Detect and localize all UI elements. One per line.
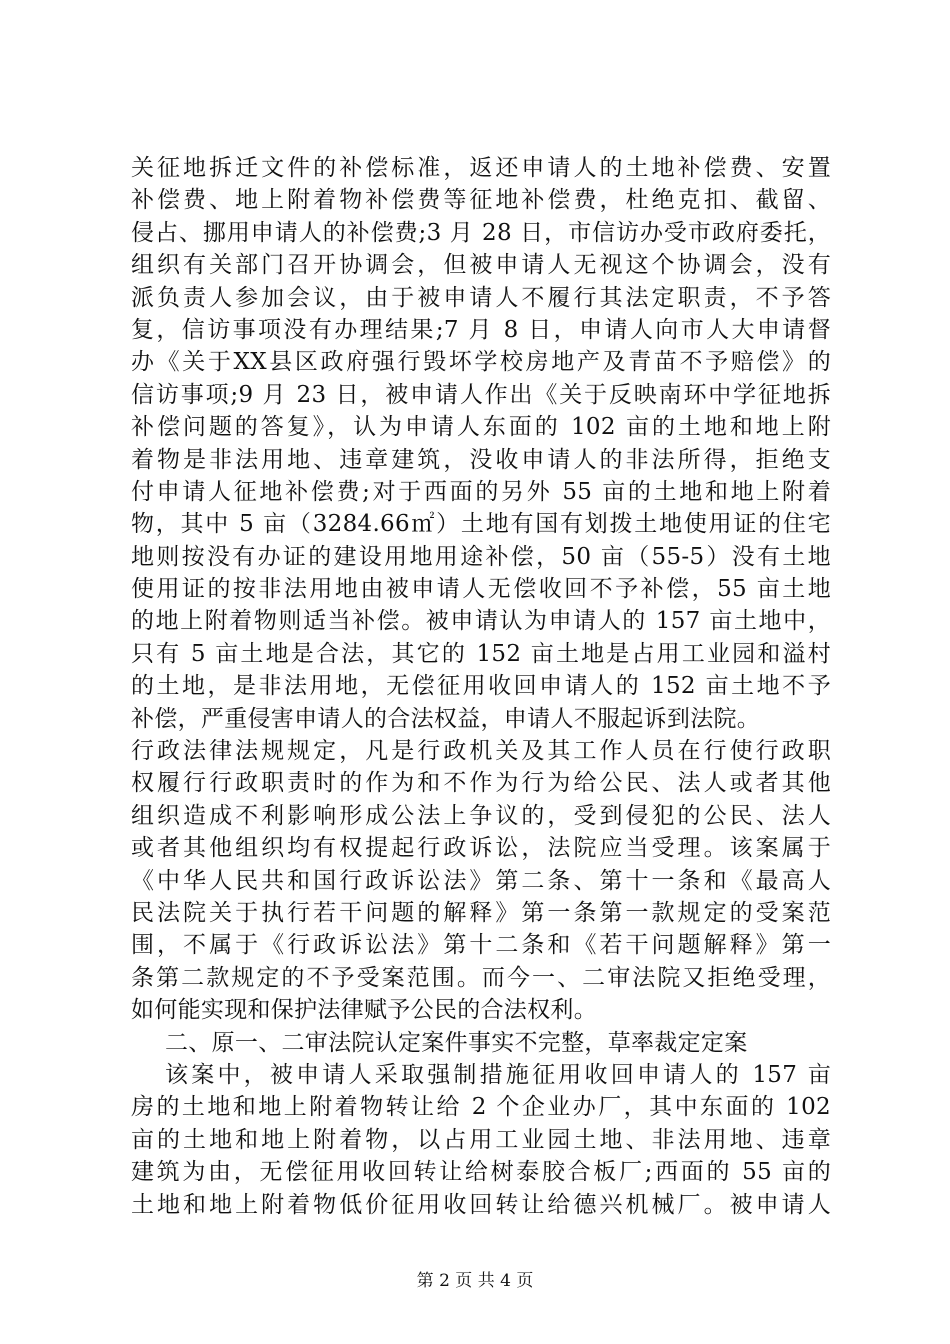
text-line: 条第二款规定的不予受案范围。而今一、二审法院又拒绝受理， [131,964,831,991]
page-number-footer: 第 2 页 共 4 页 [416,1271,534,1291]
text-line: 的土地，是非法用地，无偿征用收回申请人的 152 亩土地不予 [131,673,831,700]
text-line: 补偿费、地上附着物补偿费等征地补偿费，杜绝克扣、截留、 [131,187,831,214]
text-line: 土地和地上附着物低价征用收回转让给德兴机械厂。被申请人 [131,1191,831,1218]
text-line: 房的土地和地上附着物转让给 2 个企业办厂，其中东面的 102 [131,1094,831,1121]
text-line: 派负责人参加会议，由于被申请人不履行其法定职责，不予答 [131,284,831,311]
text-line: 亩的土地和地上附着物，以占用工业园土地、非法用地、违章 [131,1126,831,1153]
text-line: 围，不属于《行政诉讼法》第十二条和《若干问题解释》第一 [131,932,831,959]
text-line: 《中华人民共和国行政诉讼法》第二条、第十一条和《最高人 [131,867,831,894]
text-line: 地则按没有办证的建设用地用途补偿，50 亩（55-5）没有土地 [131,543,831,570]
text-line: 物，其中 5 亩（3284.66㎡）土地有国有划拨土地使用证的住宅 [131,511,831,538]
text-line: 行政法律法规规定，凡是行政机关及其工作人员在行使行政职 [131,738,831,765]
text-line: 关征地拆迁文件的补偿标准，返还申请人的土地补偿费、安置 [131,155,831,181]
text-line: 使用证的按非法用地由被申请人无偿收回不予补偿，55 亩土地 [131,576,831,603]
text-line: 该案中，被申请人采取强制措施征用收回申请人的 157 亩 [165,1061,831,1088]
text-line: 复，信访事项没有办理结果;7 月 8 日，申请人向市人大申请督 [131,316,831,343]
text-line: 组织有关部门召开协调会，但被申请人无视这个协调会，没有 [131,252,831,279]
text-line: 组织造成不利影响形成公法上争议的，受到侵犯的公民、法人 [131,802,831,829]
text-line: 信访事项;9 月 23 日，被申请人作出《关于反映南环中学征地拆 [131,381,831,408]
document-body [131,152,831,1221]
text-line: 只有 5 亩土地是合法，其它的 152 亩土地是占用工业园和溢村 [131,640,831,667]
section-heading: 二、原一、二审法院认定案件事实不完整，草率裁定定案 [165,1029,748,1056]
text-line: 补偿，严重侵害申请人的合法权益，申请人不服起诉到法院。 [131,705,761,732]
text-line: 权履行行政职责时的作为和不作为行为给公民、法人或者其他 [131,770,831,797]
text-line: 付申请人征地补偿费;对于西面的另外 55 亩的土地和地上附着 [131,478,831,505]
text-line: 办《关于XX县区政府强行毁坏学校房地产及青苗不予赔偿》的 [131,349,831,376]
text-line: 建筑为由，无偿征用收回转让给树泰胶合板厂;西面的 55 亩的 [131,1159,831,1186]
text-line: 或者其他组织均有权提起行政诉讼，法院应当受理。该案属于 [131,835,831,862]
text-line: 如何能实现和保护法律赋予公民的合法权利。 [131,997,597,1024]
text-line: 着物是非法用地、违章建筑，没收申请人的非法所得，拒绝支 [131,446,831,473]
text-line: 补偿问题的答复》，认为申请人东面的 102 亩的土地和地上附 [131,414,831,441]
text-line: 侵占、挪用申请人的补偿费;3 月 28 日，市信访办受市政府委托， [131,219,831,246]
text-line: 的地上附着物则适当补偿。被申请认为申请人的 157 亩土地中， [131,608,831,635]
text-line: 民法院关于执行若干问题的解释》第一条第一款规定的受案范 [131,899,831,926]
